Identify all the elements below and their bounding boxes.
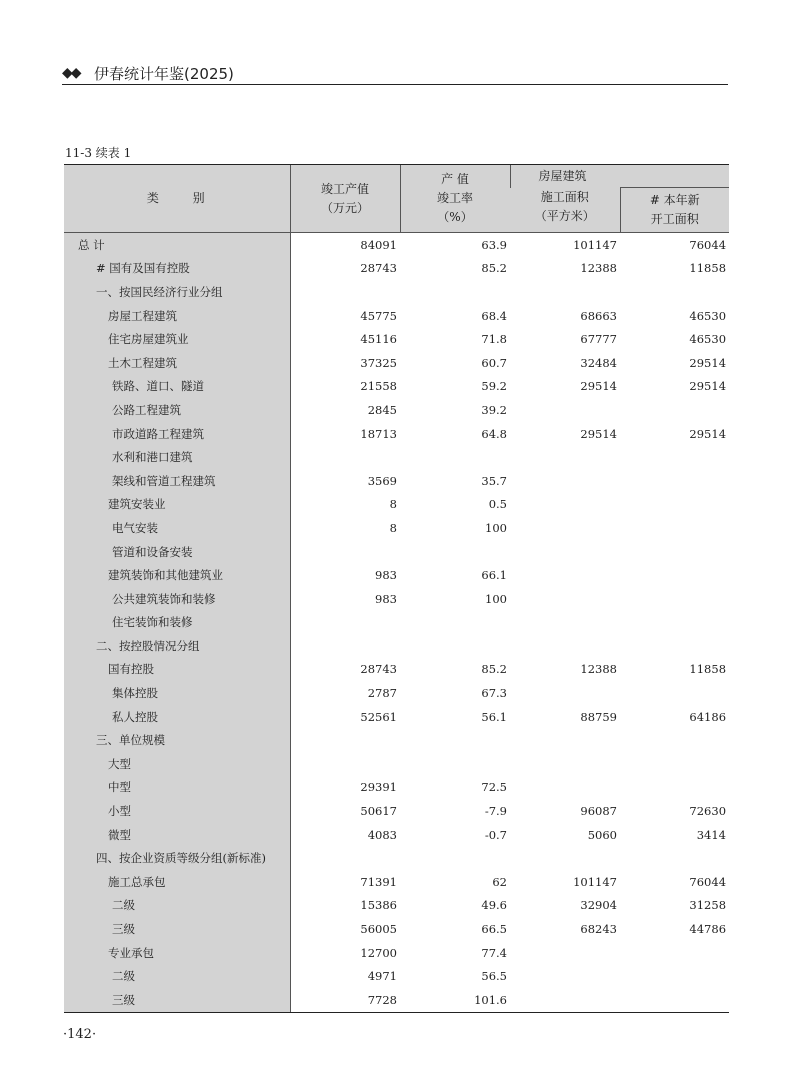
cell-output: 21558 [290,375,400,399]
cell-area [510,941,620,965]
cell-new-area [620,634,729,658]
cell-area [510,516,620,540]
cell-new-area: 46530 [689,332,727,347]
table-row [64,823,729,847]
cell-output: 983 [290,587,400,611]
row-category: 铁路、道口、隧道 [64,375,290,399]
cell-output: 8 [290,493,400,517]
table-row [64,799,729,823]
cell-output: 52561 [290,705,400,729]
table-row [64,587,729,611]
table-row [64,516,729,540]
column-header-building-area: 房屋建筑 [510,165,729,188]
cell-area [510,587,620,611]
cell-area [510,469,620,493]
diamond-bullets-icon: ◆◆ [62,65,80,81]
row-category: 公共建筑装饰和装修 [64,587,290,611]
cell-area: 12388 [580,662,617,677]
cell-output: 3569 [290,469,400,493]
cell-area [510,776,620,800]
cell-rate: 85.2 [481,662,507,677]
cell-new-area [620,469,729,493]
statistics-table [64,164,729,1013]
cell-rate [400,540,510,564]
table-row [64,917,729,941]
table-row [64,257,729,281]
column-header-output: 竣工产值 （万元） [290,165,400,233]
cell-output: 15386 [290,894,400,918]
cell-new-area: 3414 [696,827,727,842]
cell-new-area: 31258 [689,898,727,913]
cell-new-area [620,611,729,635]
cell-area [510,611,620,635]
cell-rate: 66.5 [481,922,507,937]
table-row [64,469,729,493]
row-category: 二级 [64,894,290,918]
cell-output [290,611,400,635]
table-row [64,846,729,870]
table-row [64,634,729,658]
cell-output [290,540,400,564]
cell-area: 68243 [580,922,617,937]
cell-area [510,988,620,1012]
cell-area [510,280,620,304]
cell-new-area: 76044 [689,874,727,889]
row-category: 三、单位规模 [64,728,290,752]
table-row [64,964,729,988]
cell-output: 12700 [290,941,400,965]
cell-area [510,634,620,658]
cell-new-area: 11858 [689,662,727,677]
row-category: 房屋工程建筑 [64,304,290,328]
table-row [64,728,729,752]
row-category: 住宅装饰和装修 [64,611,290,635]
cell-new-area [620,493,729,517]
cell-output: 4083 [290,823,400,847]
table-row [64,540,729,564]
cell-area [510,752,620,776]
cell-output [290,728,400,752]
cell-new-area [620,776,729,800]
cell-output: 8 [290,516,400,540]
cell-rate: -7.9 [484,804,507,819]
row-category: 私人控股 [64,705,290,729]
cell-area [510,493,620,517]
column-header-new-area: # 本年新 开工面积 [620,188,729,233]
cell-area [510,540,620,564]
cell-output: 28743 [290,257,400,281]
cell-rate: 35.7 [481,473,507,488]
row-category: 施工总承包 [64,870,290,894]
cell-rate: 85.2 [481,261,507,276]
cell-new-area: 76044 [620,233,729,257]
row-category: 集体控股 [64,681,290,705]
cell-output: 28743 [290,658,400,682]
table-row [64,327,729,351]
row-category: 管道和设备安装 [64,540,290,564]
table-row [64,422,729,446]
cell-output [290,280,400,304]
cell-area: 5060 [587,827,617,842]
row-category: 住宅房屋建筑业 [64,327,290,351]
cell-area: 68663 [580,308,617,323]
cell-area: 12388 [580,261,617,276]
cell-rate: 39.2 [481,402,507,417]
cell-rate: 101.6 [400,988,510,1012]
page-number: ·142· [63,1027,97,1042]
row-category: 专业承包 [64,941,290,965]
cell-area: 32904 [580,898,617,913]
row-category: 二级 [64,964,290,988]
table-row [64,870,729,894]
table-row [64,233,729,257]
page-header [62,62,728,85]
cell-output [290,752,400,776]
row-category: 公路工程建筑 [64,398,290,422]
cell-rate: 100 [485,520,507,535]
cell-output: 56005 [290,917,400,941]
cell-new-area [620,681,729,705]
cell-output: 2787 [290,681,400,705]
row-category: 大型 [64,752,290,776]
row-category: 微型 [64,823,290,847]
cell-output: 29391 [290,776,400,800]
cell-rate [400,634,510,658]
cell-area: 67777 [580,332,617,347]
row-category: 三级 [64,917,290,941]
cell-rate: 72.5 [481,780,507,795]
cell-area: 101147 [573,874,617,889]
cell-area [510,728,620,752]
cell-rate: 64.8 [481,426,507,441]
row-category: 建筑安装业 [64,493,290,517]
row-category: 中型 [64,776,290,800]
cell-rate [400,846,510,870]
book-title: 伊春统计年鉴(2025) [94,65,234,83]
cell-rate [400,611,510,635]
cell-new-area: 46530 [689,308,727,323]
cell-rate: 63.9 [400,233,510,257]
cell-rate [400,752,510,776]
cell-output: 37325 [290,351,400,375]
cell-new-area: 29514 [689,355,727,370]
cell-rate: 49.6 [481,898,507,913]
row-category: 总 计 [64,233,290,257]
cell-output: 2845 [290,398,400,422]
table-row [64,658,729,682]
cell-rate: 66.1 [481,568,507,583]
cell-new-area [620,964,729,988]
table-row [64,493,729,517]
table-row [64,280,729,304]
cell-area [510,445,620,469]
cell-new-area: 11858 [689,261,727,276]
cell-new-area: 29514 [689,379,727,394]
cell-area: 101147 [510,233,620,257]
cell-new-area [620,445,729,469]
table-row [64,941,729,965]
cell-rate: 67.3 [481,686,507,701]
cell-output: 7728 [290,988,400,1012]
cell-rate: 62 [492,874,507,889]
cell-new-area: 29514 [689,426,727,441]
row-category: 水利和港口建筑 [64,445,290,469]
table-row [64,681,729,705]
row-category: 建筑装饰和其他建筑业 [64,563,290,587]
cell-area: 32484 [580,355,617,370]
data-table-wrapper [64,164,729,1013]
table-row [64,776,729,800]
cell-new-area [620,398,729,422]
cell-rate: 68.4 [481,308,507,323]
column-header-category: 类 别 [64,165,290,233]
table-row [64,351,729,375]
table-row [64,563,729,587]
table-row [64,988,729,1012]
table-row [64,611,729,635]
table-row [64,304,729,328]
cell-new-area [620,516,729,540]
cell-output: 45116 [290,327,400,351]
table-row [64,445,729,469]
cell-rate: 100 [485,591,507,606]
column-header-area-sub: 施工面积 （平方米） [510,188,620,233]
column-header-rate: 产 值 竣工率 （%） [400,165,510,233]
table-row [64,398,729,422]
cell-output: 71391 [290,870,400,894]
cell-area: 88759 [580,709,617,724]
cell-output: 50617 [290,799,400,823]
cell-area [510,964,620,988]
cell-output: 18713 [290,422,400,446]
cell-rate: 0.5 [488,497,507,512]
cell-area [510,846,620,870]
cell-output: 84091 [290,233,400,257]
cell-area: 96087 [580,804,617,819]
cell-new-area [620,846,729,870]
cell-output [290,634,400,658]
row-category: 小型 [64,799,290,823]
cell-new-area [620,728,729,752]
cell-rate: 56.5 [481,969,507,984]
cell-rate: 77.4 [481,945,507,960]
cell-new-area [620,563,729,587]
cell-new-area [620,540,729,564]
cell-rate: -0.7 [484,827,507,842]
row-category: 国有控股 [64,658,290,682]
cell-output [290,846,400,870]
cell-area [510,681,620,705]
cell-new-area: 64186 [689,709,727,724]
row-category: 四、按企业资质等级分组(新标准) [64,846,290,870]
cell-rate: 59.2 [481,379,507,394]
cell-area [510,398,620,422]
cell-rate [400,280,510,304]
cell-area [510,563,620,587]
cell-new-area [620,941,729,965]
row-category: 三级 [64,988,290,1012]
cell-output: 45775 [290,304,400,328]
cell-new-area [620,988,729,1012]
row-category: 电气安装 [64,516,290,540]
table-row [64,705,729,729]
cell-output: 983 [290,563,400,587]
cell-output [290,445,400,469]
table-row [64,752,729,776]
cell-rate [400,445,510,469]
cell-rate: 56.1 [481,709,507,724]
cell-new-area: 44786 [689,922,727,937]
table-row [64,375,729,399]
row-category: 土木工程建筑 [64,351,290,375]
cell-output: 4971 [290,964,400,988]
cell-new-area: 72630 [689,804,727,819]
cell-new-area [620,280,729,304]
cell-rate [400,728,510,752]
row-category: 市政道路工程建筑 [64,422,290,446]
row-category: 二、按控股情况分组 [64,634,290,658]
row-category: 架线和管道工程建筑 [64,469,290,493]
table-label: 11-3 续表 1 [65,146,132,160]
row-category: 一、按国民经济行业分组 [64,280,290,304]
cell-new-area [620,752,729,776]
cell-new-area [620,587,729,611]
cell-area: 29514 [580,379,617,394]
row-category: # 国有及国有控股 [64,257,290,281]
cell-rate: 71.8 [481,332,507,347]
table-row [64,894,729,918]
cell-area: 29514 [580,426,617,441]
cell-rate: 60.7 [481,355,507,370]
